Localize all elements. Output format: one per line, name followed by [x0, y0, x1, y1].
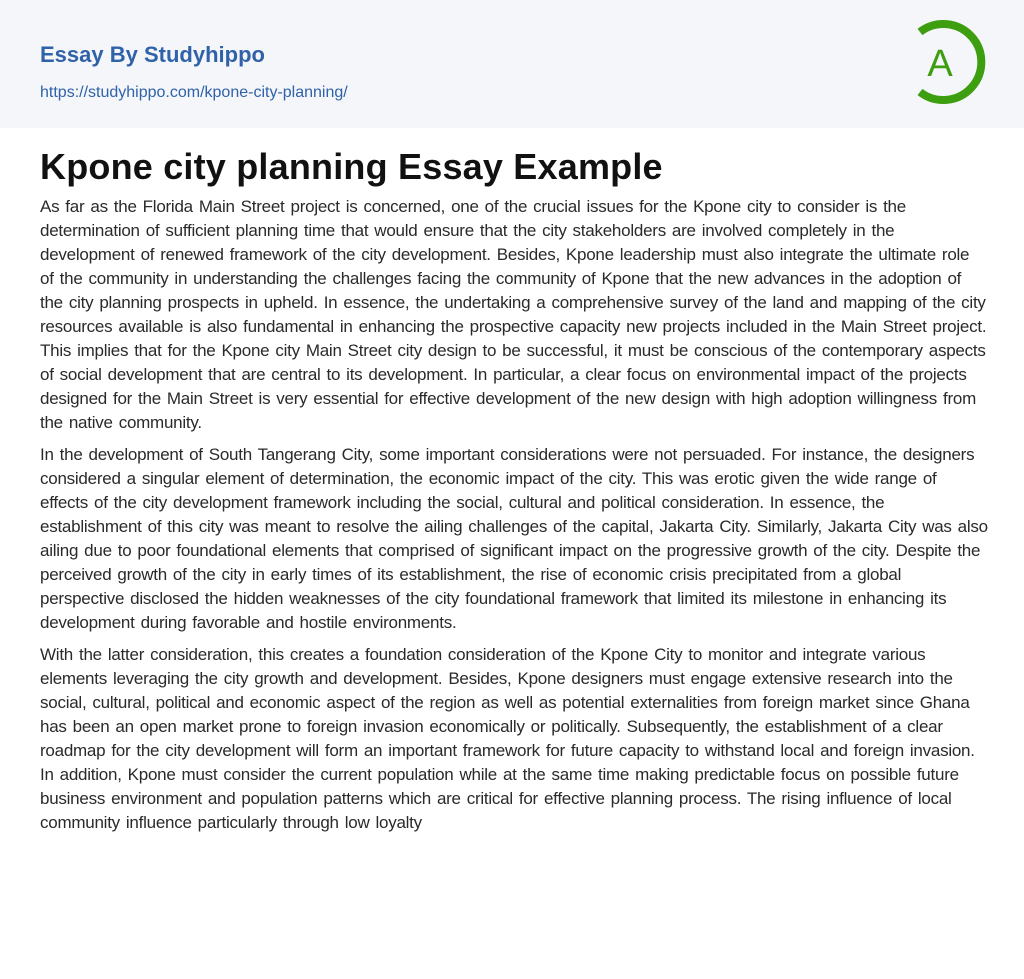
studyhippo-logo-icon [906, 18, 990, 106]
svg-text:A: A [927, 43, 953, 85]
source-url-link[interactable]: https://studyhippo.com/kpone-city-planning/ [40, 84, 348, 101]
brand-title: Essay By Studyhippo [40, 42, 265, 67]
essay-paragraph: As far as the Florida Main Street project is concerned, one of the crucial issues for the Kpone city to consider is the determination of sufficient planning time that would ensure that the city stakeholders are involved completely in the development of renewed framework of the city development. Besides, Kpone leadership must also integrate the ultimate role of the community in understanding the challenges facing the community of Kpone that the new advances in the adoption of the city planning prospects in upheld. In essence, the undertaking a comprehensive survey of the land and mapping of the city resources available is also fundamental in enhancing the prospective capacity new projects included in the Main Street project. This implies that for the Kpone city Main Street city design to be successful, it must be conscious of the contemporary aspects of social development that are central to its development. In particular, a clear focus on environmental impact of the projects designed for the Main Street is very essential for effective development of the new design with high adoption willingness from the native community. [40, 197, 987, 432]
essay-paragraph: With the latter consideration, this creates a foundation consideration of the Kpone City to monitor and integrate various elements leveraging the city growth and development. Besides, Kpone designers must engage extensive research into the social, cultural, political and economic aspect of the region as well as potential externalities from foreign market since Ghana has been an open market prone to foreign invasion economically or politically. Subsequently, the establishment of a clear roadmap for the city development will form an important framework for future capacity to withstand local and foreign invasion. In addition, Kpone must consider the current population while at the same time making predictable focus on possible future business environment and population patterns which are critical for effective planning process. The rising influence of local community influence particularly through low loyalty [40, 645, 975, 832]
site-header [0, 0, 1024, 128]
essay-paragraph: In the development of South Tangerang City, some important considerations were not persuaded. For instance, the designers considered a singular element of determination, the economic impact of the city. This was erotic given the wide range of effects of the city development framework including the social, cultural and political consideration. In essence, the establishment of this city was meant to resolve the ailing challenges of the capital, Jakarta City. Similarly, Jakarta City was also ailing due to poor foundational elements that comprised of significant impact on the progressive growth of the city. Despite the perceived growth of the city in early times of its establishment, the rise of economic crisis precipitated from a global perspective disclosed the hidden weaknesses of the city foundational framework that limited its milestone in enhancing its development during favorable and hostile environments. [40, 445, 988, 632]
essay-body [40, 195, 988, 843]
page-title: Kpone city planning Essay Example [40, 146, 663, 187]
